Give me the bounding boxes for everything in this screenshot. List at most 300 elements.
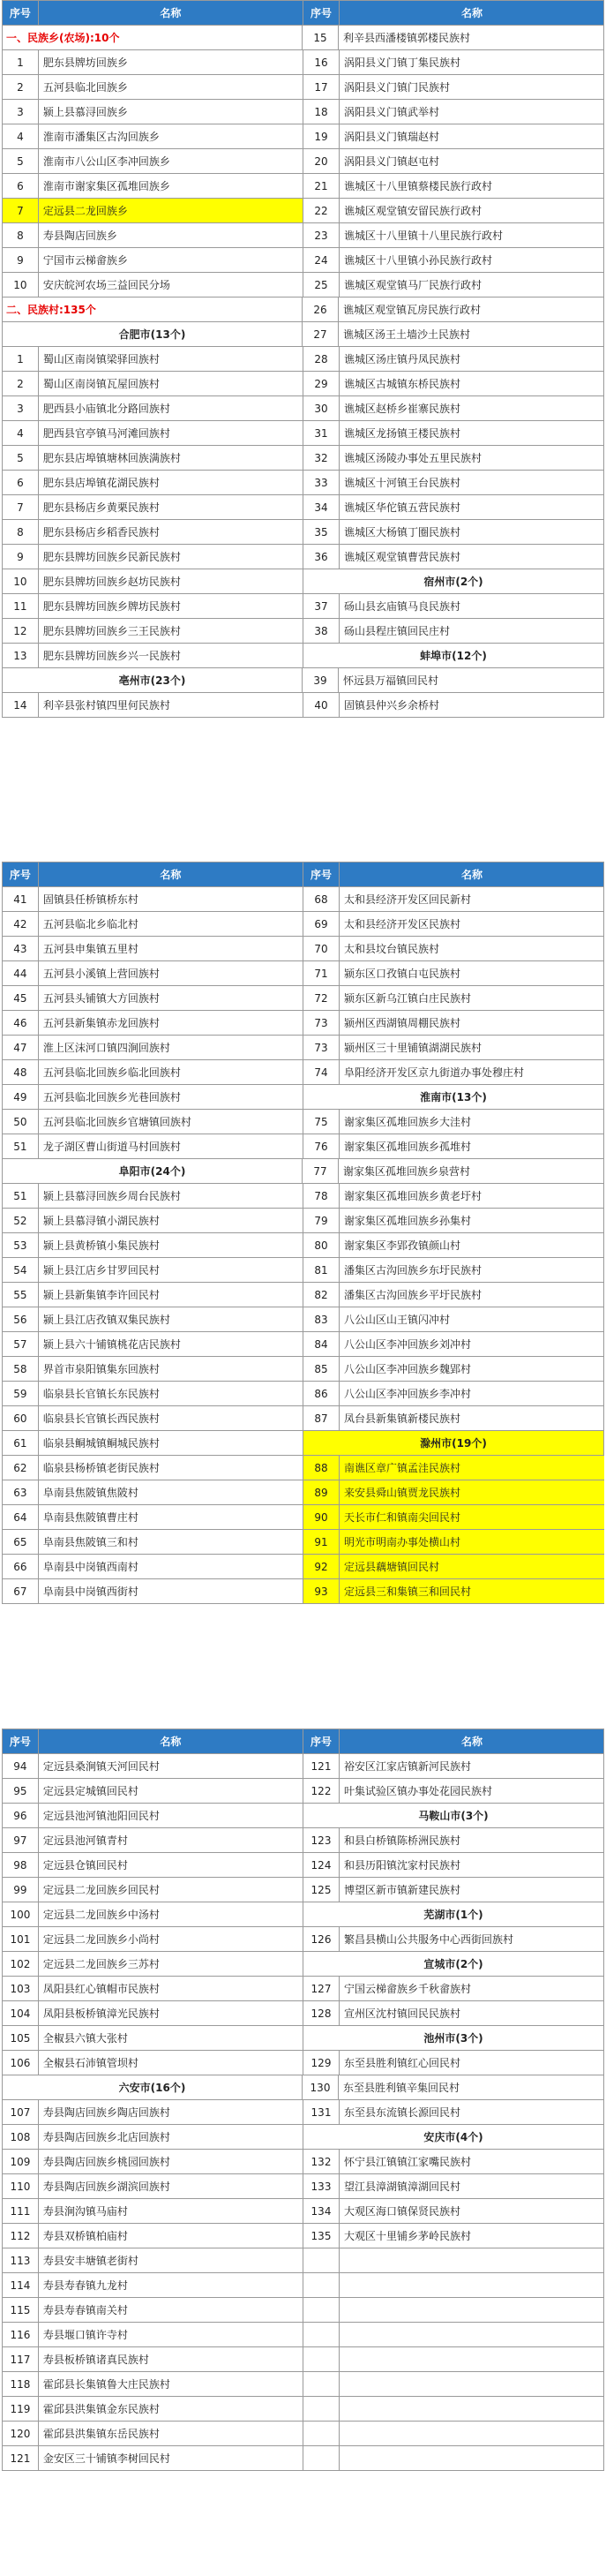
table-row-cell [3, 1060, 303, 1084]
row-number: 81 [303, 1258, 340, 1282]
village-name: 定远县二龙回族乡三苏村 [42, 1958, 160, 1970]
table-row-cell [3, 2150, 303, 2173]
table-row-cell [303, 2051, 604, 2075]
row-number: 73 [303, 1011, 340, 1035]
table-row-cell [3, 174, 303, 198]
table-row [3, 1977, 603, 2001]
table-row-cell [3, 1406, 303, 1430]
table-row-cell [3, 1902, 303, 1926]
row-number: 85 [303, 1357, 340, 1381]
table-row-cell [303, 1456, 604, 1480]
table-row-cell [3, 124, 303, 148]
row-number: 88 [303, 1456, 340, 1480]
table-row-cell [3, 1530, 303, 1554]
row-number: 60 [3, 1406, 39, 1430]
city-heading-text: 宿州市(2个) [423, 576, 483, 588]
row-number: 15 [303, 26, 339, 49]
village-name: 寿县陶店回族乡北店回族村 [42, 2131, 170, 2143]
table-row [3, 1011, 603, 1036]
city-heading [3, 2075, 303, 2099]
row-number: 55 [3, 1283, 39, 1307]
table-row [3, 986, 603, 1011]
table-row-cell [303, 1307, 604, 1331]
city-heading-text: 池州市(3个) [423, 2032, 483, 2045]
village-name: 肥西县官亭镇马河滩回族村 [42, 427, 170, 440]
city-heading-text: 蚌埠市(12个) [420, 650, 487, 662]
table-row-cell [303, 2199, 604, 2223]
table-row-cell [303, 1406, 604, 1430]
row-number: 37 [303, 594, 340, 618]
empty-cell [303, 2372, 604, 2396]
village-name: 东至县东流镇长源回民村 [344, 2106, 461, 2119]
village-name: 寿县陶店回族乡桃园回族村 [42, 2156, 170, 2168]
table-row-cell [3, 1804, 303, 1827]
table-row [3, 644, 603, 668]
empty-cell [303, 2248, 604, 2272]
row-number: 102 [3, 1952, 39, 1976]
row-number: 45 [3, 986, 39, 1010]
city-heading [303, 569, 603, 593]
village-name: 安庆皖河农场三益回民分场 [42, 279, 170, 291]
table-row [3, 446, 603, 471]
city-heading [303, 1902, 603, 1926]
table-row [3, 1382, 603, 1406]
table-row-cell [303, 912, 604, 936]
table-row-cell [3, 1134, 303, 1158]
row-number: 65 [3, 1530, 39, 1554]
table-row [3, 668, 603, 693]
village-name: 固镇县仲兴乡余桥村 [344, 699, 440, 712]
row-number: 18 [303, 100, 340, 124]
table-row-cell [3, 1853, 303, 1877]
table-row-cell [3, 2372, 303, 2396]
table-row [3, 1159, 603, 1184]
row-number: 44 [3, 961, 39, 985]
table-row [3, 2199, 603, 2224]
table-row [3, 2347, 603, 2372]
village-name: 淮南市潘集区古沟回族乡 [42, 131, 160, 143]
table-row-cell [3, 569, 303, 593]
row-number: 46 [3, 1011, 39, 1035]
row-number: 103 [3, 1977, 39, 2000]
village-name: 裕安区江家店镇新河民族村 [344, 1760, 472, 1773]
table-row [3, 100, 603, 124]
row-number: 4 [3, 421, 39, 445]
row-number: 119 [3, 2397, 39, 2421]
village-name: 颍上县慕浔镇小湖民族村 [42, 1215, 160, 1227]
table-row-cell [3, 1184, 303, 1208]
table-row-cell [303, 545, 604, 569]
city-heading-text: 淮南市(13个) [420, 1091, 487, 1103]
row-number: 131 [303, 2100, 340, 2124]
row-number: 42 [3, 912, 39, 936]
village-name: 宣州区沈村镇回民民族村 [344, 2007, 461, 2020]
table-row-cell [303, 174, 604, 198]
village-name: 肥东县杨店乡稻香民族村 [42, 526, 160, 539]
city-heading-text: 马鞍山市(3个) [418, 1810, 489, 1822]
table-row-cell [3, 1878, 303, 1902]
table-row-cell [3, 223, 303, 247]
table-row-cell [303, 495, 604, 519]
village-name: 来安县舜山镇贾龙民族村 [340, 1480, 604, 1504]
table-row [3, 273, 603, 298]
village-name: 肥东县杨店乡黄栗民族村 [42, 501, 160, 514]
row-number: 105 [3, 2026, 39, 2050]
village-name: 五河县小溪镇上营回族村 [42, 968, 160, 980]
row-number: 109 [3, 2150, 39, 2173]
row-number: 126 [303, 1927, 340, 1951]
row-number: 77 [303, 1159, 339, 1183]
village-name: 肥东县牌坊回族乡赵坊民族村 [42, 576, 181, 588]
table-row-cell [3, 1456, 303, 1480]
table-row-cell [3, 2199, 303, 2223]
table-row [3, 421, 603, 446]
village-name: 寿县板桥镇诸真民族村 [42, 2354, 149, 2366]
village-name: 天长市仁和镇南尖回民村 [340, 1505, 604, 1529]
table-row-cell [3, 471, 303, 494]
row-number: 38 [303, 619, 340, 643]
table-row-cell [303, 1332, 604, 1356]
village-name: 谯城区赵桥乡崔寨民族村 [344, 403, 461, 415]
row-number: 86 [303, 1382, 340, 1405]
table-row [3, 1804, 603, 1828]
table-row-cell [303, 693, 604, 717]
table-row [3, 1878, 603, 1902]
table-row [3, 1480, 603, 1505]
table-row-cell [303, 1060, 604, 1084]
village-name: 临泉县鲖城镇鲖城民族村 [42, 1437, 160, 1450]
table-row [3, 937, 603, 961]
table-row [3, 2446, 603, 2471]
table-row-cell [303, 100, 604, 124]
row-number: 11 [3, 594, 39, 618]
table-row-cell [3, 2323, 303, 2346]
row-number: 97 [3, 1828, 39, 1852]
row-number: 100 [3, 1902, 39, 1926]
table-row-cell [303, 520, 604, 544]
row-number: 9 [3, 545, 39, 569]
section-heading-text: 一、民族乡(农场):10个 [6, 32, 120, 44]
row-number: 24 [303, 248, 340, 272]
row-number: 1 [3, 50, 39, 74]
row-number: 5 [3, 149, 39, 173]
table-row-cell [3, 2224, 303, 2248]
village-name: 定远县二龙回族乡中汤村 [42, 1909, 160, 1921]
row-number: 72 [303, 986, 340, 1010]
village-name: 肥东县牌坊回族乡 [42, 56, 128, 69]
header-name: 名称 [160, 869, 182, 881]
table-row [3, 124, 603, 149]
row-number: 47 [3, 1036, 39, 1059]
city-heading [303, 2026, 603, 2050]
village-name: 全椒县六镇大张村 [42, 2032, 128, 2045]
table-row [3, 372, 603, 396]
table-row-cell [3, 1927, 303, 1951]
table-header [3, 1, 603, 26]
table-row [3, 961, 603, 986]
table-row-cell [3, 248, 303, 272]
table-row-cell [303, 2224, 604, 2248]
village-name: 繁昌县横山公共服务中心西街回族村 [344, 1933, 514, 1946]
city-heading [303, 1804, 603, 1827]
village-name: 全椒县石沛镇管坝村 [42, 2057, 138, 2069]
village-name: 谯城区观堂镇安留民族行政村 [344, 205, 483, 217]
village-name: 东至县胜利镇红心回民村 [344, 2057, 461, 2069]
village-name: 肥东县店埠镇花湖民族村 [42, 477, 160, 489]
village-name: 凤阳县红心镇帽市民族村 [42, 1983, 160, 1995]
village-name: 定远县三和集镇三和回民村 [340, 1579, 604, 1603]
village-name: 淮南市谢家集区孤堆回族乡 [42, 180, 170, 192]
village-name: 蜀山区南岗镇瓦屋回族村 [42, 378, 160, 390]
row-number: 17 [303, 75, 340, 99]
row-number: 99 [3, 1878, 39, 1902]
table-row-cell [3, 446, 303, 470]
row-number: 49 [3, 1085, 39, 1109]
village-name: 肥东县牌坊回族乡牌坊民族村 [42, 600, 181, 613]
table-row-cell [3, 372, 303, 395]
table-row-cell [303, 2100, 604, 2124]
table-row-cell [3, 2248, 303, 2272]
table-row-cell [3, 2051, 303, 2075]
table-row-cell [3, 1382, 303, 1405]
table-row [3, 248, 603, 273]
table-row [3, 1134, 603, 1159]
table-row-cell [303, 2150, 604, 2173]
table-row [3, 75, 603, 100]
table-row-cell [3, 100, 303, 124]
table-row [3, 298, 603, 322]
table-row [3, 174, 603, 199]
table-row [3, 1085, 603, 1110]
table-row-cell [303, 1555, 604, 1578]
village-name: 砀山县程庄镇回民庄村 [344, 625, 451, 637]
row-number: 21 [303, 174, 340, 198]
row-number: 2 [3, 75, 39, 99]
village-name: 肥西县小庙镇北分路回族村 [42, 403, 170, 415]
row-number: 16 [303, 50, 340, 74]
table-row-cell [303, 1754, 604, 1778]
table-row-cell [3, 1283, 303, 1307]
row-number: 68 [303, 887, 340, 911]
row-number: 43 [3, 937, 39, 960]
table-row-cell [303, 273, 604, 297]
village-name: 寿县堰口镇许寺村 [42, 2329, 128, 2341]
row-number: 110 [3, 2174, 39, 2198]
table-row-cell [303, 1480, 604, 1504]
village-name: 涡阳县义门镇丁集民族村 [344, 56, 461, 69]
row-number: 28 [303, 347, 340, 371]
village-name: 定远县二龙回族乡回民村 [42, 1884, 160, 1896]
village-name: 定远县二龙回族乡 [39, 199, 303, 222]
city-heading-text: 安庆市(4个) [423, 2131, 483, 2143]
village-name: 颍上县慕浔回族乡 [42, 106, 128, 118]
row-number: 128 [303, 2001, 340, 2025]
table-row-cell [303, 1579, 604, 1603]
header-name: 名称 [160, 7, 182, 19]
table-row [3, 1307, 603, 1332]
village-name: 凤阳县板桥镇漳光民族村 [42, 2007, 160, 2020]
header-number: 序号 [3, 862, 39, 886]
village-name: 五河县头铺镇大方回族村 [42, 992, 160, 1005]
village-name: 阜南县中岗镇西街村 [42, 1586, 138, 1598]
table-row-cell [303, 248, 604, 272]
village-name: 八公山区李冲回族乡刘冲村 [344, 1338, 472, 1351]
village-name: 谯城区观堂镇马厂民族行政村 [344, 279, 483, 291]
village-name: 定远县二龙回族乡小尚村 [42, 1933, 160, 1946]
village-name: 和县白桥镇陈桥洲民族村 [344, 1834, 461, 1847]
village-name: 望江县漳湖镇漳湖回民村 [344, 2181, 461, 2193]
village-name: 肥东县店埠镇塘林回族满族村 [42, 452, 181, 464]
village-name: 涡阳县义门镇武举村 [344, 106, 440, 118]
table-row-cell [3, 421, 303, 445]
village-name: 寿县陶店回族乡陶店回族村 [42, 2106, 170, 2119]
village-name: 临泉县杨桥镇老街民族村 [42, 1462, 160, 1474]
table-row [3, 2125, 603, 2150]
village-name: 砀山县玄庙镇马良民族村 [344, 600, 461, 613]
village-name: 颍东区口孜镇白屯民族村 [344, 968, 461, 980]
row-number: 132 [303, 2150, 340, 2173]
table-row-cell [303, 1530, 604, 1554]
village-name: 淮上区沫河口镇四涧回族村 [42, 1042, 170, 1054]
city-heading-text: 合肥市(13个) [118, 328, 186, 341]
section-heading [3, 298, 303, 321]
table-row-cell [303, 961, 604, 985]
table-row-cell [3, 961, 303, 985]
row-number: 101 [3, 1927, 39, 1951]
table-row-cell [303, 619, 604, 643]
row-number: 53 [3, 1233, 39, 1257]
village-name: 寿县安丰塘镇老街村 [42, 2255, 138, 2267]
row-number: 22 [303, 199, 340, 222]
table-row-cell [303, 1779, 604, 1803]
row-number: 64 [3, 1505, 39, 1529]
village-name: 阜南县焦陂镇三和村 [42, 1536, 138, 1548]
table-row-cell [303, 1283, 604, 1307]
row-number: 107 [3, 2100, 39, 2124]
table-row-cell [3, 1011, 303, 1035]
table-row [3, 1283, 603, 1307]
table-row-cell [3, 1307, 303, 1331]
village-name: 颍上县江店孜镇双集民族村 [42, 1314, 170, 1326]
table-row-cell [3, 1828, 303, 1852]
table-row-cell [303, 986, 604, 1010]
table-row-cell [303, 223, 604, 247]
table-row-cell [303, 1036, 604, 1059]
table-row-cell [3, 347, 303, 371]
table-row-cell [303, 1011, 604, 1035]
village-name: 颍上县慕浔回族乡周台民族村 [42, 1190, 181, 1202]
village-name: 阜南县中岗镇西南村 [42, 1561, 138, 1573]
village-name: 谯城区观堂镇瓦房民族行政村 [343, 304, 482, 316]
row-number: 98 [3, 1853, 39, 1877]
table-row-cell [303, 2174, 604, 2198]
table-row-cell [303, 1505, 604, 1529]
row-number: 90 [303, 1505, 340, 1529]
table-row [3, 2075, 603, 2100]
table-row-cell [3, 50, 303, 74]
table-row-cell [3, 2174, 303, 2198]
village-name: 五河县临北回族乡光巷回族村 [42, 1091, 181, 1103]
row-number: 57 [3, 1332, 39, 1356]
table-row-cell [303, 1134, 604, 1158]
table-row-cell [3, 693, 303, 717]
empty-cell [303, 2397, 604, 2421]
village-name: 谯城区大杨镇丁圈民族村 [344, 526, 461, 539]
table-row [3, 1579, 603, 1604]
village-name: 谢家集区李郢孜镇颜山村 [344, 1239, 461, 1252]
city-heading [3, 668, 303, 692]
table-row [3, 1060, 603, 1085]
village-name: 谯城区十八里镇蔡楼民族行政村 [344, 180, 493, 192]
row-number: 6 [3, 471, 39, 494]
row-number: 73 [303, 1036, 340, 1059]
village-name: 颍州区西湖镇周棚民族村 [344, 1017, 461, 1029]
row-number: 30 [303, 396, 340, 420]
table-row-cell [303, 396, 604, 420]
table-row-cell [303, 322, 603, 346]
table-row-cell [3, 2125, 303, 2149]
row-number: 54 [3, 1258, 39, 1282]
village-name: 寿县涧沟镇马庙村 [42, 2205, 128, 2218]
village-name: 定远县池河镇青村 [42, 1834, 128, 1847]
row-number: 108 [3, 2125, 39, 2149]
table-row [3, 2224, 603, 2248]
table-row-cell [3, 520, 303, 544]
row-number: 8 [3, 223, 39, 247]
table-row [3, 2051, 603, 2075]
table-row [3, 347, 603, 372]
village-name: 五河县临北回族乡临北回族村 [42, 1066, 181, 1079]
row-number: 106 [3, 2051, 39, 2075]
row-number: 39 [303, 668, 339, 692]
table-row-cell [3, 912, 303, 936]
row-number: 50 [3, 1110, 39, 1134]
village-name: 五河县新集镇赤龙回族村 [42, 1017, 160, 1029]
row-number: 13 [3, 644, 39, 667]
row-number: 19 [303, 124, 340, 148]
table-row-cell [3, 545, 303, 569]
table-row-cell [3, 1555, 303, 1578]
table-row [3, 912, 603, 937]
row-number: 63 [3, 1480, 39, 1504]
table-row [3, 322, 603, 347]
village-name: 大观区海口镇保贤民族村 [344, 2205, 461, 2218]
city-heading [3, 1159, 303, 1183]
table-row-cell [3, 149, 303, 173]
row-number: 2 [3, 372, 39, 395]
city-heading [3, 322, 303, 346]
table-row-cell [3, 199, 303, 222]
village-name: 五河县临北回族乡 [42, 81, 128, 94]
village-name: 谢家集区孤堆回族乡黄老圩村 [344, 1190, 483, 1202]
table-row-cell [303, 1184, 604, 1208]
city-heading-text: 滁州市(19个) [303, 1431, 603, 1455]
table-row-cell [3, 1754, 303, 1778]
city-heading-text: 亳州市(23个) [118, 674, 186, 687]
row-number: 116 [3, 2323, 39, 2346]
village-name: 八公山区李冲回族乡李冲村 [344, 1388, 472, 1400]
village-name: 谢家集区孤堆回族乡大洼村 [344, 1116, 472, 1128]
village-name: 临泉县长官镇长东民族村 [42, 1388, 160, 1400]
row-number: 91 [303, 1530, 340, 1554]
village-name: 寿县寿春镇九龙村 [42, 2279, 128, 2292]
row-number: 82 [303, 1283, 340, 1307]
village-name: 肥东县牌坊回族乡民新民族村 [42, 551, 181, 563]
table-row [3, 1754, 603, 1779]
row-number: 20 [303, 149, 340, 173]
row-number: 56 [3, 1307, 39, 1331]
row-number: 36 [303, 545, 340, 569]
